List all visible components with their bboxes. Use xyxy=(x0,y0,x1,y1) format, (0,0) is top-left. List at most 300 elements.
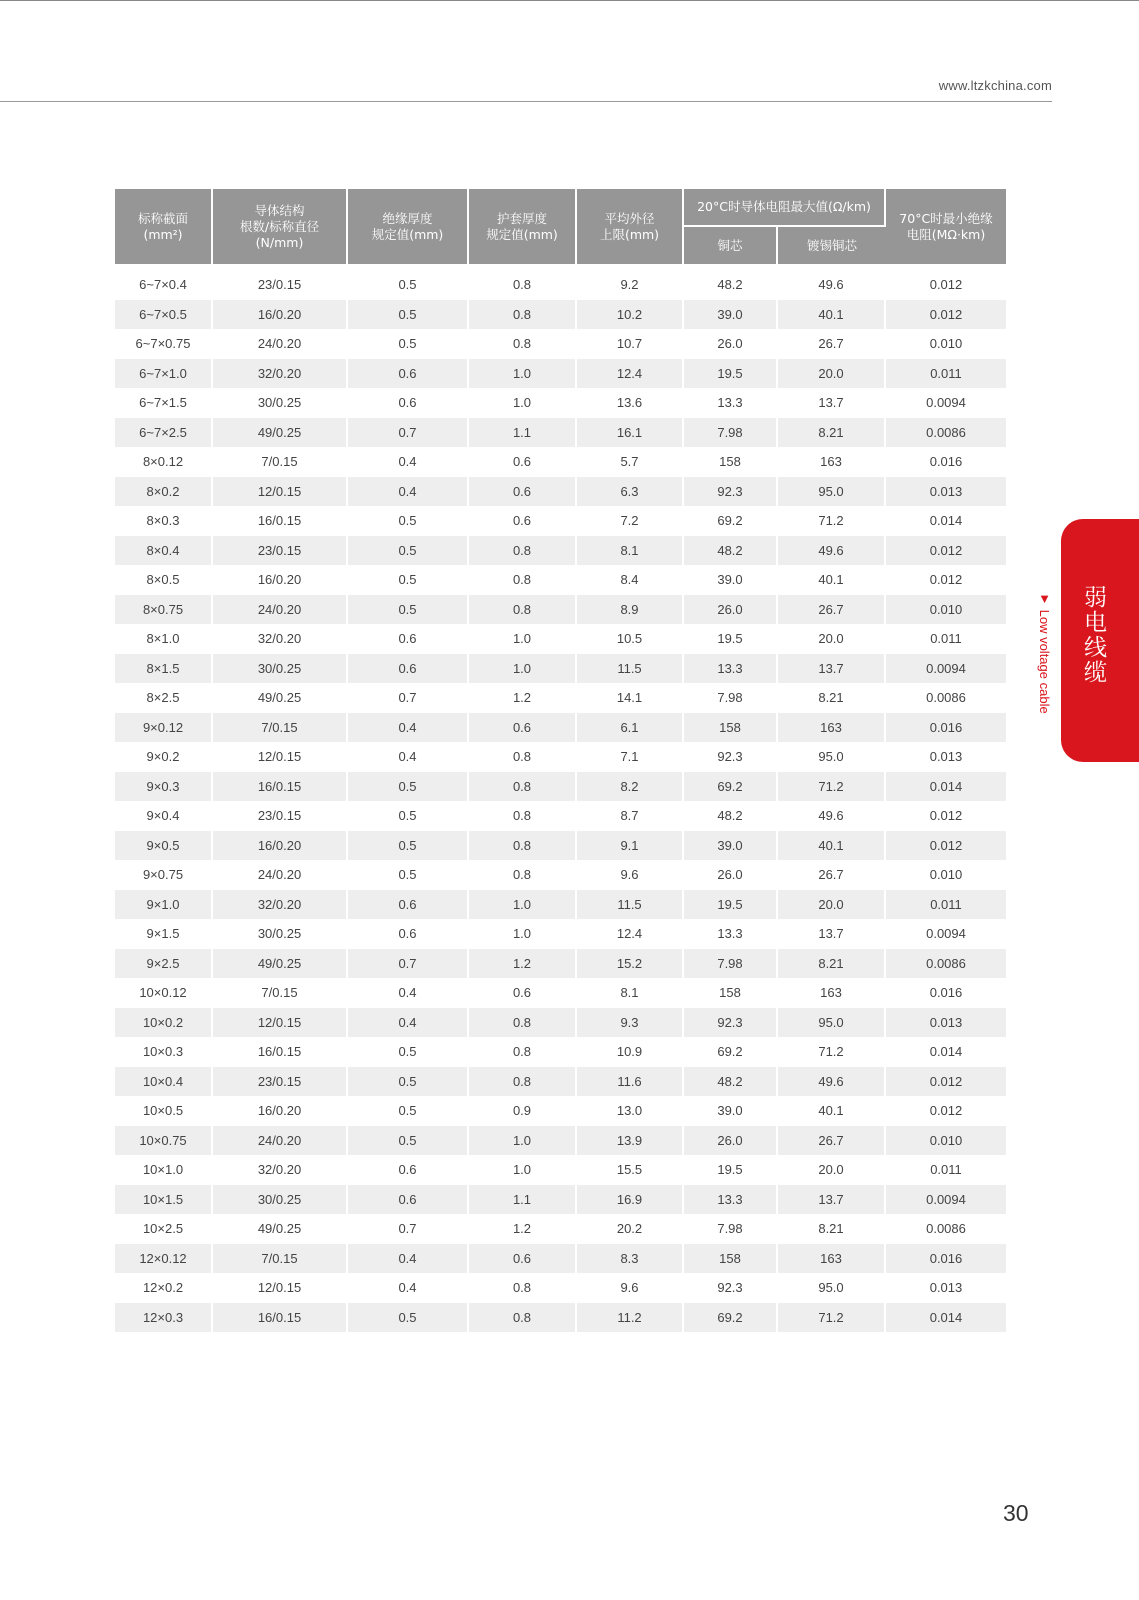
table-cell: 16/0.15 xyxy=(213,772,348,802)
table-row xyxy=(115,388,1006,418)
table-cell: 16/0.15 xyxy=(213,1037,348,1067)
table-cell: 49.6 xyxy=(778,270,886,300)
table-cell: 0.5 xyxy=(348,1067,469,1097)
table-cell: 9.6 xyxy=(577,860,684,890)
table-cell: 8.7 xyxy=(577,801,684,831)
table-cell: 13.6 xyxy=(577,388,684,418)
table-cell: 0.8 xyxy=(469,270,577,300)
table-cell: 0.016 xyxy=(886,713,1006,743)
table-cell: 10×0.2 xyxy=(115,1008,213,1038)
table-cell: 163 xyxy=(778,978,886,1008)
table-row xyxy=(115,742,1006,772)
table-cell: 20.0 xyxy=(778,359,886,389)
table-cell: 0.5 xyxy=(348,831,469,861)
cable-spec-table xyxy=(115,189,1006,1332)
table-cell: 24/0.20 xyxy=(213,329,348,359)
table-cell: 0.5 xyxy=(348,300,469,330)
table-cell: 39.0 xyxy=(684,300,778,330)
table-row xyxy=(115,978,1006,1008)
table-cell: 0.013 xyxy=(886,477,1006,507)
table-body xyxy=(115,270,1006,1332)
header-conductor xyxy=(213,189,348,264)
table-cell: 0.5 xyxy=(348,1037,469,1067)
table-cell: 20.2 xyxy=(577,1214,684,1244)
table-cell: 9×0.5 xyxy=(115,831,213,861)
table-cell: 10.2 xyxy=(577,300,684,330)
table-cell: 19.5 xyxy=(684,624,778,654)
table-cell: 163 xyxy=(778,447,886,477)
table-cell: 8.2 xyxy=(577,772,684,802)
table-cell: 10×0.3 xyxy=(115,1037,213,1067)
table-row xyxy=(115,1096,1006,1126)
table-cell: 32/0.20 xyxy=(213,359,348,389)
table-cell: 30/0.25 xyxy=(213,1185,348,1215)
header-line: 规定值(mm) xyxy=(486,226,558,242)
table-cell: 0.6 xyxy=(469,1244,577,1274)
table-cell: 0.6 xyxy=(348,359,469,389)
table-row xyxy=(115,713,1006,743)
header-line: 规定值(mm) xyxy=(371,226,444,242)
table-cell: 0.8 xyxy=(469,772,577,802)
table-cell: 24/0.20 xyxy=(213,1126,348,1156)
table-row xyxy=(115,1273,1006,1303)
table-cell: 30/0.25 xyxy=(213,919,348,949)
header-line: (N/mm) xyxy=(255,234,304,250)
table-cell: 7/0.15 xyxy=(213,713,348,743)
table-cell: 1.2 xyxy=(469,949,577,979)
table-cell: 13.3 xyxy=(684,1185,778,1215)
table-cell: 10×1.5 xyxy=(115,1185,213,1215)
table-cell: 6~7×0.4 xyxy=(115,270,213,300)
table-cell: 48.2 xyxy=(684,270,778,300)
table-cell: 9.1 xyxy=(577,831,684,861)
table-row xyxy=(115,1126,1006,1156)
table-cell: 0.012 xyxy=(929,1103,963,1119)
table-cell: 10×0.12 xyxy=(115,978,213,1008)
table-cell: 7/0.15 xyxy=(213,1244,348,1274)
table-cell: 0.5 xyxy=(348,1096,469,1126)
header-rule xyxy=(0,101,1052,102)
table-cell: 13.0 xyxy=(577,1096,684,1126)
table-cell: 0.8 xyxy=(469,1273,577,1303)
header-line: 护套厚度 xyxy=(496,210,547,226)
table-cell: 0.5 xyxy=(348,506,469,536)
table-cell: 16/0.15 xyxy=(213,506,348,536)
table-cell: 11.6 xyxy=(577,1067,684,1097)
table-cell: 26.7 xyxy=(778,329,886,359)
table-cell: 8.9 xyxy=(577,595,684,625)
table-cell: 0.8 xyxy=(469,860,577,890)
table-row xyxy=(115,949,1006,979)
table-cell: 8×0.5 xyxy=(115,565,213,595)
table-cell: 10×0.4 xyxy=(115,1067,213,1097)
table-cell: 0.4 xyxy=(348,1244,469,1274)
table-cell: 8×1.5 xyxy=(115,654,213,684)
header-tinned-copper: 镀锡铜芯 xyxy=(778,227,886,264)
table-cell: 8.21 xyxy=(778,1214,886,1244)
table-cell: 0.5 xyxy=(348,772,469,802)
table-cell: 20.0 xyxy=(778,1155,886,1185)
table-cell: 0.014 xyxy=(886,772,1006,802)
table-cell: 0.011 xyxy=(886,890,1006,920)
table-cell: 12.4 xyxy=(577,919,684,949)
website-url: www.ltzkchina.com xyxy=(938,78,1052,93)
table-cell: 8×0.12 xyxy=(115,447,213,477)
table-cell: 0.0086 xyxy=(886,949,1006,979)
table-cell: 8.3 xyxy=(577,1244,684,1274)
table-cell: 71.2 xyxy=(778,1037,886,1067)
table-cell: 0.6 xyxy=(469,713,577,743)
table-cell: 0.014 xyxy=(929,513,963,529)
table-row xyxy=(115,1244,1006,1274)
header-outer-diameter xyxy=(577,189,684,264)
table-cell: 0.0086 xyxy=(886,418,1006,448)
table-cell: 69.2 xyxy=(684,1037,778,1067)
table-cell: 40.1 xyxy=(778,1096,886,1126)
table-row xyxy=(115,772,1006,802)
table-cell: 20.0 xyxy=(778,890,886,920)
table-row xyxy=(115,1067,1006,1097)
table-cell: 0.7 xyxy=(348,418,469,448)
table-cell: 13.7 xyxy=(778,388,886,418)
table-cell: 0.014 xyxy=(929,1044,963,1060)
table-row xyxy=(115,359,1006,389)
table-cell: 0.4 xyxy=(348,742,469,772)
table-cell: 26.0 xyxy=(684,860,778,890)
header-resistance-group: 20°C时导体电阻最大值(Ω/km) xyxy=(684,189,886,227)
table-cell: 13.7 xyxy=(778,1185,886,1215)
table-cell: 19.5 xyxy=(684,890,778,920)
table-cell: 7/0.15 xyxy=(213,978,348,1008)
table-cell: 12.4 xyxy=(577,359,684,389)
table-cell: 8×0.2 xyxy=(115,477,213,507)
header-line: 根数/标称直径 xyxy=(239,218,320,234)
table-cell: 13.3 xyxy=(684,654,778,684)
table-row xyxy=(115,890,1006,920)
table-cell: 8×2.5 xyxy=(115,683,213,713)
table-cell: 0.0094 xyxy=(886,1185,1006,1215)
table-cell: 0.6 xyxy=(348,1155,469,1185)
table-cell: 40.1 xyxy=(778,831,886,861)
table-row xyxy=(115,801,1006,831)
table-cell: 71.2 xyxy=(778,506,886,536)
table-cell: 0.5 xyxy=(348,860,469,890)
table-row xyxy=(115,447,1006,477)
table-cell: 26.0 xyxy=(684,1126,778,1156)
table-cell: 0.013 xyxy=(929,749,963,765)
table-cell: 0.8 xyxy=(469,565,577,595)
table-cell: 9×1.5 xyxy=(115,919,213,949)
table-cell: 0.011 xyxy=(930,1162,962,1178)
table-cell: 0.016 xyxy=(886,1244,1006,1274)
table-cell: 48.2 xyxy=(684,536,778,566)
table-row xyxy=(115,595,1006,625)
table-cell: 9×2.5 xyxy=(115,949,213,979)
table-cell: 0.6 xyxy=(348,919,469,949)
table-cell: 0.4 xyxy=(348,1008,469,1038)
table-cell: 0.6 xyxy=(469,477,577,507)
table-cell: 9×0.75 xyxy=(115,860,213,890)
table-cell: 23/0.15 xyxy=(213,801,348,831)
table-row xyxy=(115,1185,1006,1215)
table-cell: 163 xyxy=(778,713,886,743)
table-cell: 49.6 xyxy=(778,801,886,831)
table-cell: 95.0 xyxy=(778,1008,886,1038)
table-cell: 0.6 xyxy=(348,654,469,684)
page-number: 30 xyxy=(1003,1500,1029,1526)
table-cell: 0.8 xyxy=(469,1037,577,1067)
table-cell: 10×0.5 xyxy=(115,1096,213,1126)
table-cell: 0.0086 xyxy=(926,690,966,706)
header-copper: 铜芯 xyxy=(684,227,778,264)
table-cell: 0.8 xyxy=(469,536,577,566)
table-cell: 49.6 xyxy=(778,536,886,566)
table-cell: 0.0094 xyxy=(926,926,966,942)
table-cell: 69.2 xyxy=(684,1303,778,1333)
table-cell: 0.7 xyxy=(348,949,469,979)
table-cell: 0.6 xyxy=(348,890,469,920)
table-cell: 0.0094 xyxy=(926,395,966,411)
table-cell: 0.9 xyxy=(469,1096,577,1126)
table-cell: 1.0 xyxy=(469,388,577,418)
table-cell: 0.8 xyxy=(469,801,577,831)
table-cell: 48.2 xyxy=(684,801,778,831)
table-cell: 39.0 xyxy=(684,565,778,595)
table-row xyxy=(115,536,1006,566)
table-cell: 49/0.25 xyxy=(213,1214,348,1244)
header-insulation-resistance xyxy=(886,189,1006,264)
table-cell: 40.1 xyxy=(778,565,886,595)
side-tab-title: 弱电线缆 xyxy=(1080,585,1106,685)
table-cell: 92.3 xyxy=(684,477,778,507)
header-sheath xyxy=(469,189,577,264)
table-row xyxy=(115,654,1006,684)
top-border xyxy=(0,0,1139,1)
header-line: 70°C时最小绝缘 xyxy=(899,210,993,226)
table-cell: 0.0094 xyxy=(886,654,1006,684)
table-cell: 158 xyxy=(684,1244,778,1274)
header-line: (mm²) xyxy=(143,226,183,242)
table-cell: 1.0 xyxy=(469,890,577,920)
table-cell: 30/0.25 xyxy=(213,388,348,418)
table-cell: 0.5 xyxy=(348,1303,469,1333)
table-cell: 8×0.4 xyxy=(115,536,213,566)
table-cell: 8.21 xyxy=(778,683,886,713)
table-cell: 6~7×0.5 xyxy=(115,300,213,330)
table-cell: 26.0 xyxy=(684,329,778,359)
table-cell: 9×0.12 xyxy=(115,713,213,743)
side-tab-subtitle: ▼ Low voltage cable xyxy=(1037,591,1052,714)
header-line: 电阻(MΩ·km) xyxy=(906,226,986,242)
table-cell: 10.9 xyxy=(577,1037,684,1067)
header-line: 绝缘厚度 xyxy=(382,210,433,226)
table-cell: 10×1.0 xyxy=(115,1155,213,1185)
table-cell: 49/0.25 xyxy=(213,683,348,713)
table-cell: 13.3 xyxy=(684,919,778,949)
table-cell: 8.21 xyxy=(778,418,886,448)
table-cell: 0.013 xyxy=(929,1280,963,1296)
table-cell: 0.5 xyxy=(348,1126,469,1156)
table-cell: 92.3 xyxy=(684,1273,778,1303)
table-cell: 0.7 xyxy=(348,683,469,713)
table-row xyxy=(115,477,1006,507)
table-row xyxy=(115,831,1006,861)
table-cell: 26.0 xyxy=(684,595,778,625)
table-cell: 163 xyxy=(778,1244,886,1274)
table-cell: 8×0.75 xyxy=(115,595,213,625)
table-cell: 12/0.15 xyxy=(213,1273,348,1303)
table-cell: 12×0.2 xyxy=(115,1273,213,1303)
table-cell: 0.4 xyxy=(348,1273,469,1303)
table-cell: 0.4 xyxy=(348,978,469,1008)
table-cell: 48.2 xyxy=(684,1067,778,1097)
table-cell: 49.6 xyxy=(778,1067,886,1097)
table-cell: 9.6 xyxy=(577,1273,684,1303)
table-cell: 158 xyxy=(684,447,778,477)
table-cell: 0.8 xyxy=(469,831,577,861)
table-cell: 40.1 xyxy=(778,300,886,330)
header-insulation xyxy=(348,189,469,264)
table-cell: 0.012 xyxy=(886,831,1006,861)
table-cell: 12/0.15 xyxy=(213,742,348,772)
table-cell: 19.5 xyxy=(684,359,778,389)
table-cell: 0.011 xyxy=(930,631,962,647)
header-nominal-section xyxy=(115,189,213,264)
table-cell: 0.8 xyxy=(469,329,577,359)
table-cell: 0.010 xyxy=(886,1126,1006,1156)
table-cell: 9.3 xyxy=(577,1008,684,1038)
table-cell: 92.3 xyxy=(684,742,778,772)
table-cell: 95.0 xyxy=(778,742,886,772)
table-cell: 23/0.15 xyxy=(213,1067,348,1097)
table-row xyxy=(115,683,1006,713)
table-cell: 16.1 xyxy=(577,418,684,448)
table-cell: 0.6 xyxy=(469,447,577,477)
table-cell: 13.7 xyxy=(778,919,886,949)
table-cell: 10.5 xyxy=(577,624,684,654)
table-cell: 11.2 xyxy=(577,1303,684,1333)
table-cell: 12×0.3 xyxy=(115,1303,213,1333)
table-cell: 1.0 xyxy=(469,654,577,684)
table-cell: 16/0.20 xyxy=(213,565,348,595)
table-cell: 0.5 xyxy=(348,595,469,625)
table-row xyxy=(115,329,1006,359)
table-cell: 13.7 xyxy=(778,654,886,684)
table-cell: 71.2 xyxy=(778,772,886,802)
table-cell: 0.6 xyxy=(348,624,469,654)
table-cell: 6~7×1.5 xyxy=(115,388,213,418)
table-cell: 8.1 xyxy=(577,536,684,566)
table-cell: 6.1 xyxy=(577,713,684,743)
table-row xyxy=(115,919,1006,949)
table-cell: 13.9 xyxy=(577,1126,684,1156)
table-cell: 0.4 xyxy=(348,447,469,477)
table-cell: 0.016 xyxy=(929,985,963,1001)
table-cell: 158 xyxy=(684,713,778,743)
table-cell: 12/0.15 xyxy=(213,1008,348,1038)
table-cell: 7.98 xyxy=(684,949,778,979)
table-cell: 0.010 xyxy=(886,595,1006,625)
table-cell: 0.012 xyxy=(929,808,963,824)
table-cell: 92.3 xyxy=(684,1008,778,1038)
table-cell: 16.9 xyxy=(577,1185,684,1215)
table-cell: 8.4 xyxy=(577,565,684,595)
table-cell: 1.0 xyxy=(469,624,577,654)
table-cell: 0.010 xyxy=(929,867,963,883)
table-row xyxy=(115,270,1006,300)
table-cell: 16/0.20 xyxy=(213,1096,348,1126)
table-row xyxy=(115,624,1006,654)
table-cell: 7.98 xyxy=(684,418,778,448)
table-cell: 20.0 xyxy=(778,624,886,654)
table-row xyxy=(115,418,1006,448)
table-cell: 9×0.2 xyxy=(115,742,213,772)
table-cell: 1.0 xyxy=(469,359,577,389)
table-cell: 12/0.15 xyxy=(213,477,348,507)
table-cell: 16/0.20 xyxy=(213,300,348,330)
table-row xyxy=(115,506,1006,536)
table-cell: 8×0.3 xyxy=(115,506,213,536)
table-cell: 10×0.75 xyxy=(115,1126,213,1156)
table-cell: 0.8 xyxy=(469,1067,577,1097)
table-cell: 6.3 xyxy=(577,477,684,507)
table-cell: 7.1 xyxy=(577,742,684,772)
table-cell: 0.5 xyxy=(348,270,469,300)
table-cell: 7/0.15 xyxy=(213,447,348,477)
table-cell: 16/0.20 xyxy=(213,831,348,861)
table-cell: 32/0.20 xyxy=(213,1155,348,1185)
table-cell: 1.1 xyxy=(469,418,577,448)
table-cell: 6~7×2.5 xyxy=(115,418,213,448)
table-cell: 69.2 xyxy=(684,772,778,802)
table-cell: 0.5 xyxy=(348,536,469,566)
table-row xyxy=(115,1214,1006,1244)
table-cell: 23/0.15 xyxy=(213,270,348,300)
table-cell: 0.5 xyxy=(348,329,469,359)
table-cell: 26.7 xyxy=(778,1126,886,1156)
table-cell: 0.6 xyxy=(348,388,469,418)
table-cell: 12×0.12 xyxy=(115,1244,213,1274)
table-cell: 0.8 xyxy=(469,1303,577,1333)
table-cell: 19.5 xyxy=(684,1155,778,1185)
table-cell: 0.016 xyxy=(929,454,963,470)
table-cell: 8.1 xyxy=(577,978,684,1008)
table-cell: 95.0 xyxy=(778,477,886,507)
table-cell: 0.8 xyxy=(469,300,577,330)
header-line: 导体结构 xyxy=(254,202,305,218)
table-cell: 6~7×0.75 xyxy=(115,329,213,359)
table-cell: 7.2 xyxy=(577,506,684,536)
table-cell: 0.4 xyxy=(348,713,469,743)
table-cell: 30/0.25 xyxy=(213,654,348,684)
table-cell: 95.0 xyxy=(778,1273,886,1303)
table-cell: 1.2 xyxy=(469,1214,577,1244)
table-cell: 11.5 xyxy=(577,890,684,920)
table-cell: 9×1.0 xyxy=(115,890,213,920)
table-cell: 32/0.20 xyxy=(213,624,348,654)
table-cell: 0.010 xyxy=(929,336,963,352)
table-cell: 49/0.25 xyxy=(213,949,348,979)
table-row xyxy=(115,1008,1006,1038)
table-cell: 24/0.20 xyxy=(213,595,348,625)
table-cell: 0.012 xyxy=(929,572,963,588)
table-cell: 10×2.5 xyxy=(115,1214,213,1244)
table-cell: 5.7 xyxy=(577,447,684,477)
table-cell: 1.0 xyxy=(469,1155,577,1185)
table-cell: 7.98 xyxy=(684,1214,778,1244)
table-cell: 69.2 xyxy=(684,506,778,536)
table-cell: 0.8 xyxy=(469,595,577,625)
